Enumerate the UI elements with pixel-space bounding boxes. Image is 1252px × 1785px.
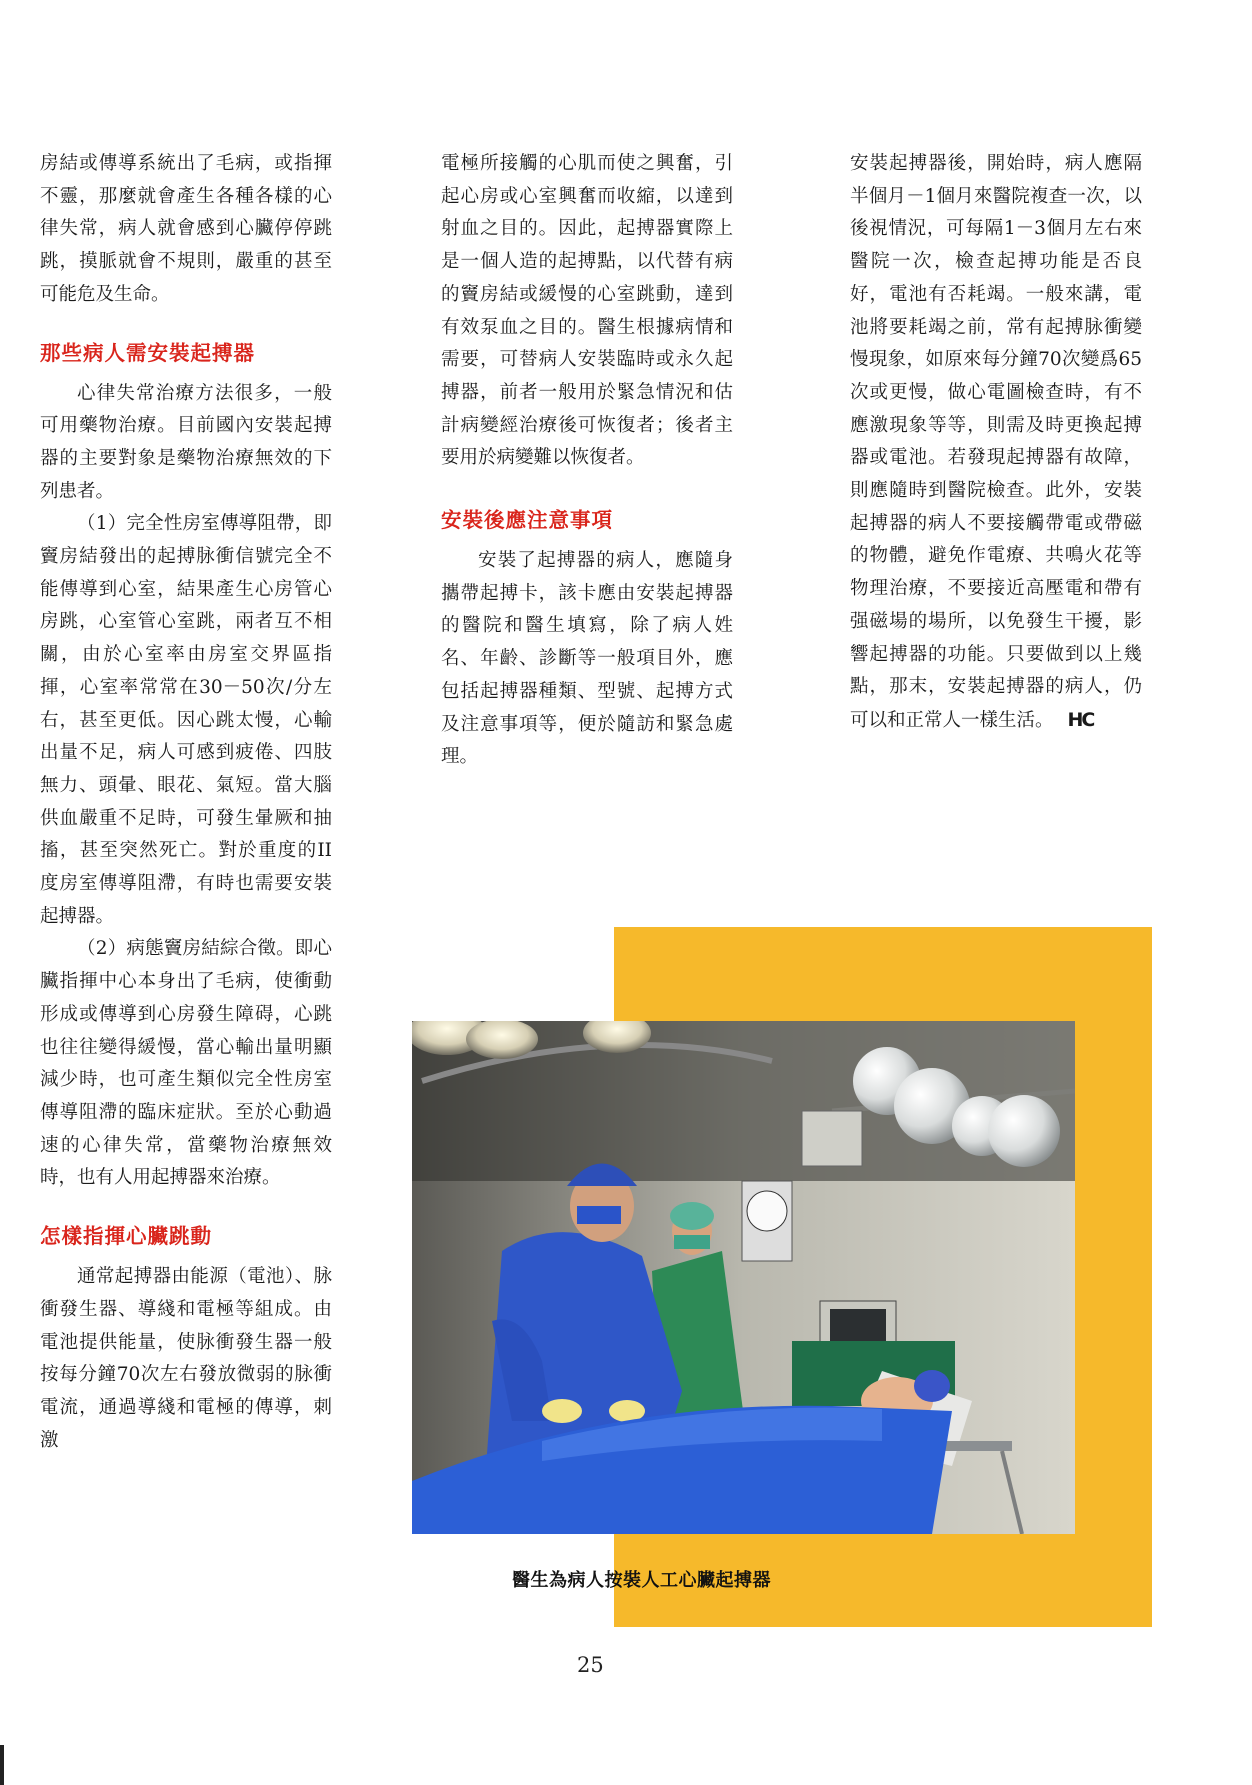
operating-room-photo	[412, 1021, 1075, 1534]
text-column-2	[441, 148, 733, 774]
text-column-3	[850, 148, 1142, 738]
paragraph: （1）完全性房室傳導阻帶，即竇房結發出的起搏脉衝信號完全不能傳導到心室，結果產生心房管心房跳，心室管心室跳，兩者互不相關，由於心室率由房室交界區指揮，心室率常常在30－50次/分左右，甚至更低。因心跳太慢，心輸出量不足，病人可感到疲倦、四肢無力、頭暈、眼花、氣短。當大腦供血嚴重不足時，可發生暈厥和抽搐，甚至突然死亡。對於重度的II度房室傳導阻滯，有時也需要安裝起搏器。	[40, 513, 332, 927]
page-number: 25	[577, 1653, 604, 1677]
paragraph: 安裝了起搏器的病人，應隨身攜帶起搏卡，該卡應由安裝起搏器的醫院和醫生填寫，除了病人姓名、年齡、診斷等一般項目外，應包括起搏器種類、型號、起搏方式及注意事項等，便於隨訪和緊急處理。	[441, 550, 733, 768]
paragraph: 心律失常治療方法很多，一般可用藥物治療。目前國內安裝起搏器的主要對象是藥物治療無效的下列患者。	[40, 382, 332, 502]
figure-caption: 醫生為病人按裝人工心臟起搏器	[512, 1570, 771, 1591]
paragraph: 電極所接觸的心肌而使之興奮，引起心房或心室興奮而收縮，以達到射血之目的。因此，起搏器實際上是一個人造的起搏點，以代替有病的竇房結或緩慢的心室跳動，達到有效泵血之目的。醫生根據病情和需要，可替病人安裝臨時或永久起搏器，前者一般用於緊急情況和估計病變經治療後可恢復者；後者主要用於病變難以恢復者。	[441, 153, 733, 469]
paragraph: 房結或傳導系統出了毛病，或指揮不靈，那麼就會產生各種各樣的心律失常，病人就會感到心臟停停跳跳，摸脈就會不規則，嚴重的甚至可能危及生命。	[40, 153, 332, 305]
text-column-1	[40, 148, 332, 1457]
paragraph-text: 安裝起搏器後，開始時，病人應隔半個月－1個月來醫院複查一次，以後視情況，可每隔1－3個月左右來醫院一次，檢查起搏功能是否良好，電池有否耗竭。一般來講，電池將要耗竭之前，常有起搏脉衝變慢現象，如原來每分鐘70次變爲65次或更慢，做心電圖檢查時，有不應激現象等等，則需及時更換起搏器或電池。若發現起搏器有故障，則應隨時到醫院檢查。此外，安裝起搏器的病人不要接觸帶電或帶磁的物體，避免作電療、共鳴火花等物理治療，不要接近高壓電和帶有强磁場的場所，以免發生干擾，影響起搏器的功能。只要做到以上幾點，那末，安裝起搏器的病人，仍可以和正常人一樣生活。	[850, 153, 1142, 731]
section-heading: 怎樣指揮心臟跳動	[40, 1224, 212, 1249]
section-heading: 安裝後應注意事項	[441, 508, 613, 533]
paragraph: （2）病態竇房結綜合徵。即心臟指揮中心本身出了毛病，使衝動形成或傳導到心房發生障碍，心跳也往往變得緩慢，當心輸出量明顯減少時，也可產生類似完全性房室傳導阻滯的臨床症狀。至於心動過速的心律失常，當藥物治療無效時，也有人用起搏器來治療。	[40, 938, 332, 1189]
section-heading: 那些病人需安裝起搏器	[40, 340, 255, 365]
author-signature: HC	[1067, 708, 1094, 731]
paragraph	[850, 148, 1142, 738]
scan-edge-mark	[0, 1745, 4, 1785]
paragraph: 通常起搏器由能源（電池）、脉衝發生器、導綫和電極等組成。由電池提供能量，使脉衝發生器一般按每分鐘70次左右發放微弱的脉衝電流，通過導綫和電極的傳導，刺激	[40, 1266, 332, 1451]
